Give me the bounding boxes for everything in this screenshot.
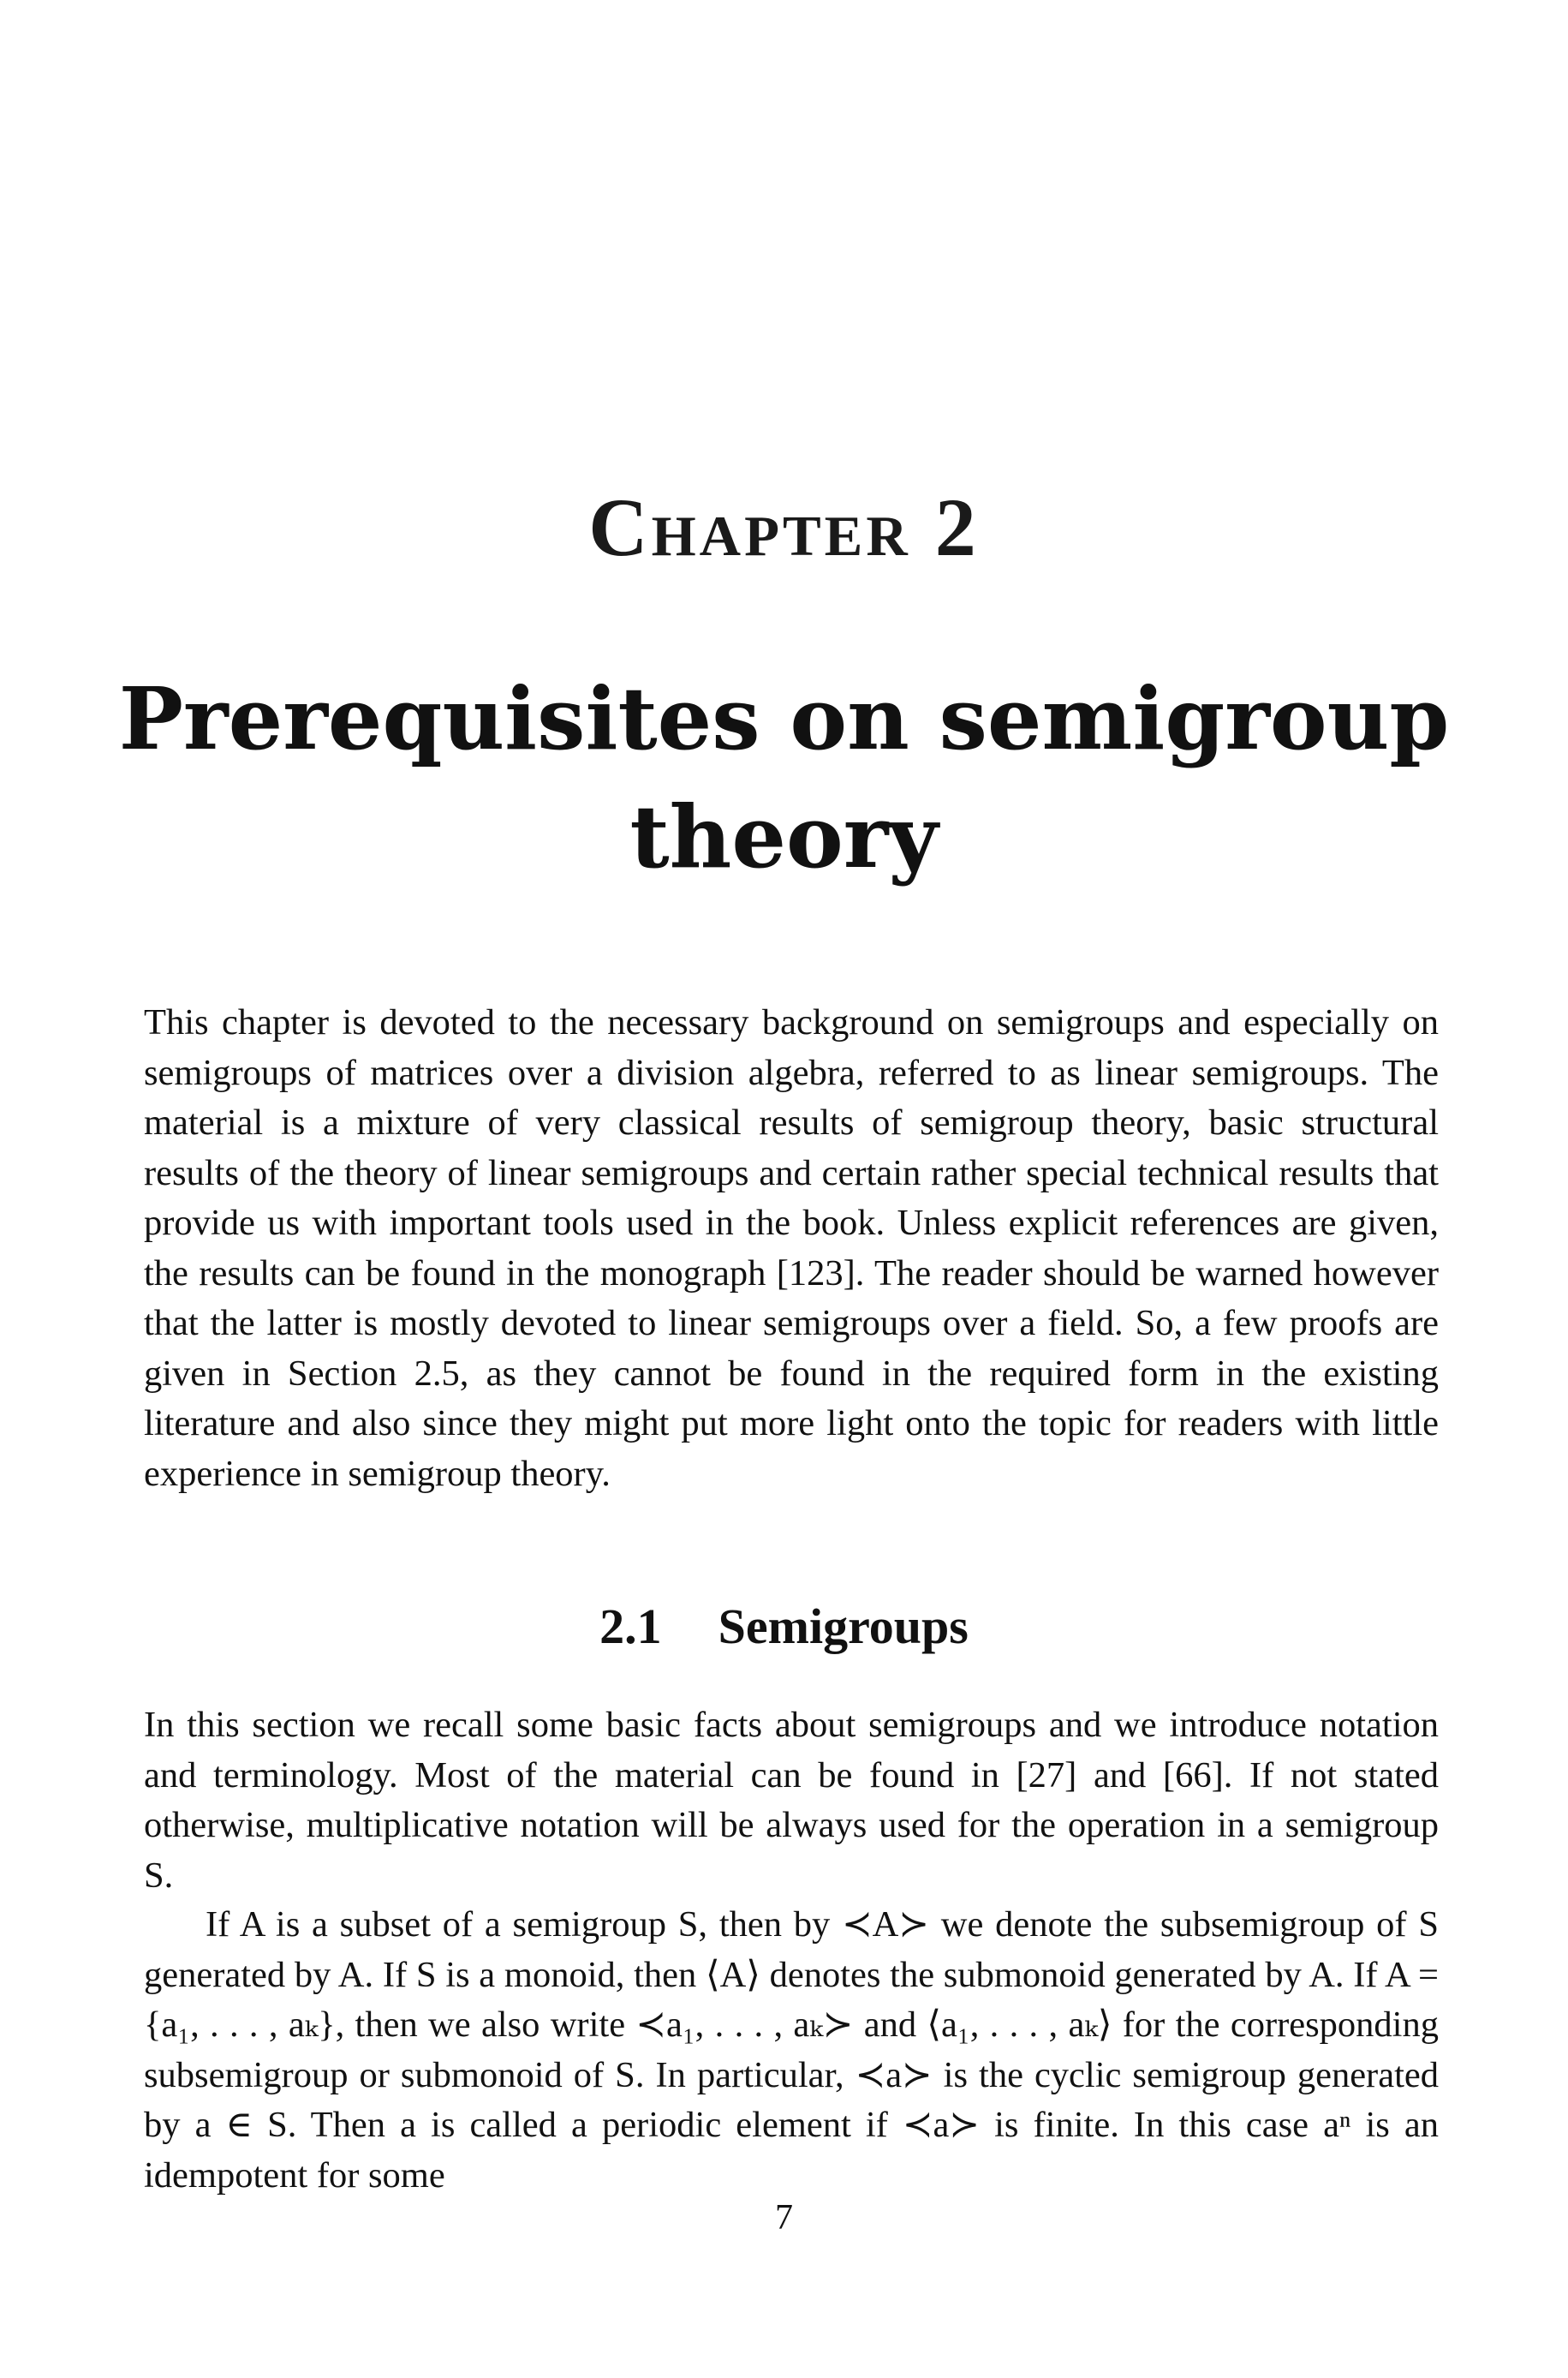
intro-paragraph: This chapter is devoted to the necessary background on semigroups and especially on semigroups of matrices over a division algebra, referred to as linear semigroups. The material is a mixture of very classical results of semigroup theory, basic structural results of the theory of linear semigroups and certain rather special technical results that provide us with important tools used in the book. Unless explicit references are given, the results can be found in the monograph [123]. The reader should be warned however that the latter is mostly devoted to linear semigroups over a field. So, a few proofs are given in Section 2.5, as they cannot be found in the required form in the existing literature and also since they might put more light onto the topic for readers with little experience in semigroup theory. xyxy=(144,1002,1439,1494)
chapter-title-line-1: Prerequisites on semigroup xyxy=(118,668,1450,769)
section-title: Semigroups xyxy=(718,1598,969,1654)
section-number: 2.1 xyxy=(599,1598,662,1654)
chapter-title-line-2: theory xyxy=(629,786,939,887)
section-paragraph-1: In this section we recall some basic facts about semigroups and we introduce notation and terminology. Most of the material can be found in [27] and [66]. If not stated otherwise, multiplicative notation will be always used for the operation in a semigroup S. xyxy=(144,1705,1439,1896)
section-paragraph-2: If A is a subset of a semigroup S, then by ≺A≻ we denote the subsemigroup of S generated by A. If S is a monoid, then ⟨A⟩ denotes the submonoid generated by A. If A = {a₁, . . . , aₖ}, then we also write ≺a₁, . . . , aₖ≻ and ⟨a₁, . . . , aₖ⟩ for the corresponding subsemigroup or submonoid of S. In particular, ≺a≻ is the cyclic semigroup generated by a ∈ S. Then a is called a periodic element if ≺a≻ is finite. In this case aⁿ is an idempotent for some xyxy=(144,1904,1439,2196)
chapter-label: Chapter 2 xyxy=(588,481,980,573)
chapter-title xyxy=(0,660,1568,896)
page-number: 7 xyxy=(775,2198,793,2238)
section-heading xyxy=(0,1598,1568,1655)
